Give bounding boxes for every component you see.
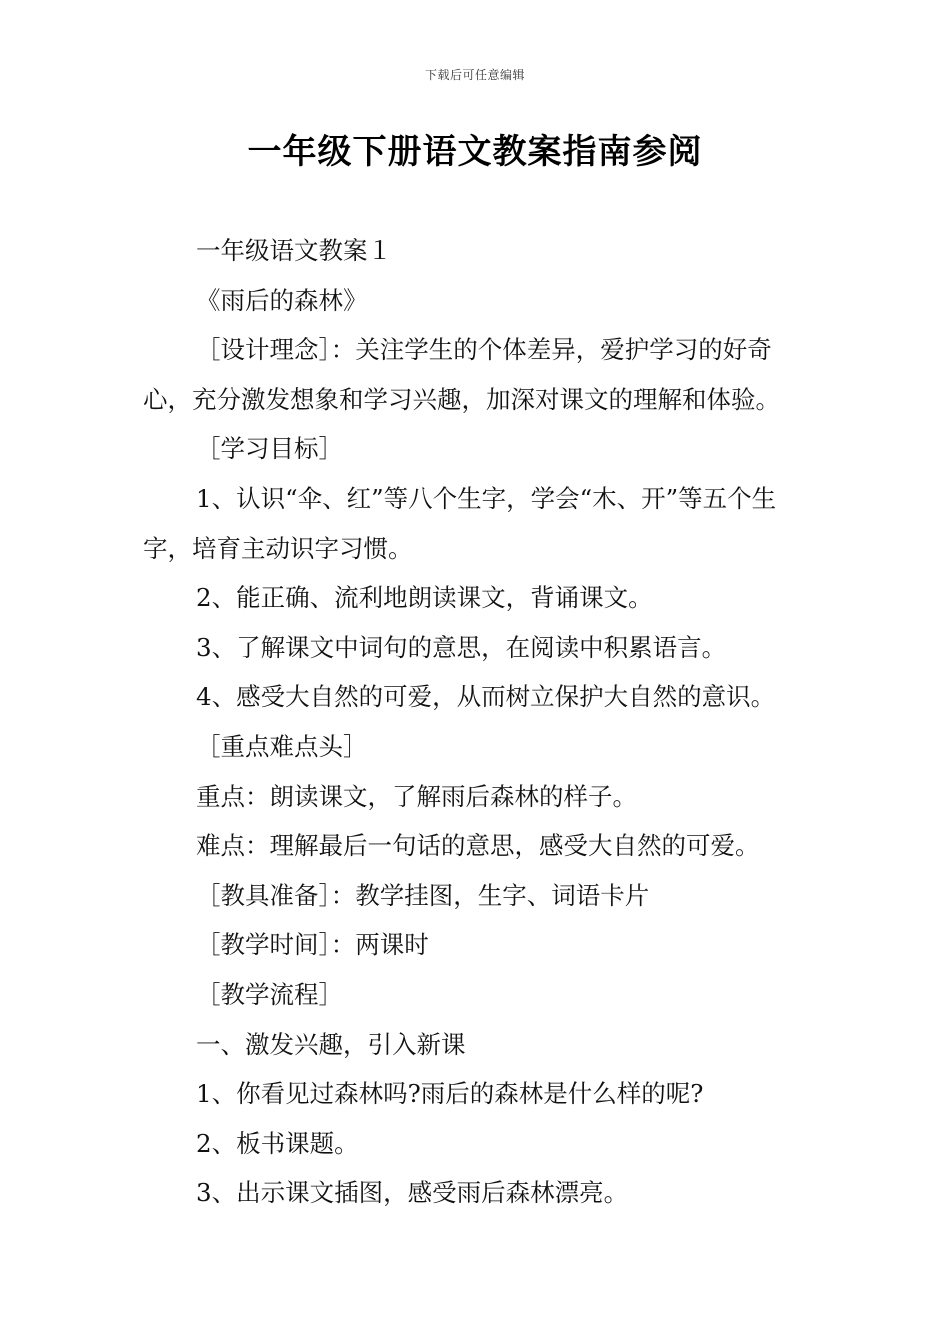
header-note: 下载后可任意编辑	[424, 68, 525, 82]
paragraph-lesson-heading: 一年级语文教案１	[196, 236, 392, 265]
paragraph-teaching-time: ［教学时间］：两课时	[196, 930, 429, 960]
paragraph-step-1-1: 1、你看见过森林吗?雨后的森林是什么样的呢?	[196, 1079, 704, 1109]
document-body	[143, 226, 811, 1218]
paragraph-lesson-title: 《雨后的森林》	[196, 285, 368, 315]
paragraph-difficulty: 难点：理解最后一句话的意思，感受大自然的可爱。	[196, 831, 760, 861]
paragraph-learning-goals-heading: ［学习目标］	[196, 434, 343, 464]
paragraph-goal-1: 1、认识“伞、红”等八个生字，学会“木、开”等五个生字，培育主动识字习惯。	[143, 483, 777, 563]
paragraph-step-1-2: 2、板书课题。	[196, 1128, 359, 1158]
paragraph-step-1-heading: 一、激发兴趣，引入新课	[196, 1029, 466, 1059]
paragraph-design-concept: ［设计理念］：关注学生的个体差异，爱护学习的好奇心，充分激发想象和学习兴趣，加深对课文的理解和体验。	[143, 335, 780, 414]
paragraph-teaching-aids: ［教具准备］：教学挂图，生字、词语卡片	[196, 880, 650, 910]
paragraph-goal-3: 3、了解课文中词句的意思，在阅读中积累语言。	[196, 632, 727, 662]
document-title: 一年级下册语文教案指南参阅	[247, 132, 703, 172]
paragraph-process-heading: ［教学流程］	[196, 979, 343, 1009]
paragraph-step-1-3: 3、出示课文插图，感受雨后森林漂亮。	[196, 1178, 629, 1208]
paragraph-key-point: 重点：朗读课文，了解雨后森林的样子。	[196, 781, 637, 811]
paragraph-goal-4: 4、感受大自然的可爱，从而树立保护大自然的意识。	[196, 682, 776, 712]
paragraph-key-points-heading: ［重点难点头］	[196, 731, 368, 761]
paragraph-goal-2: 2、能正确、流利地朗读课文，背诵课文。	[196, 583, 653, 613]
